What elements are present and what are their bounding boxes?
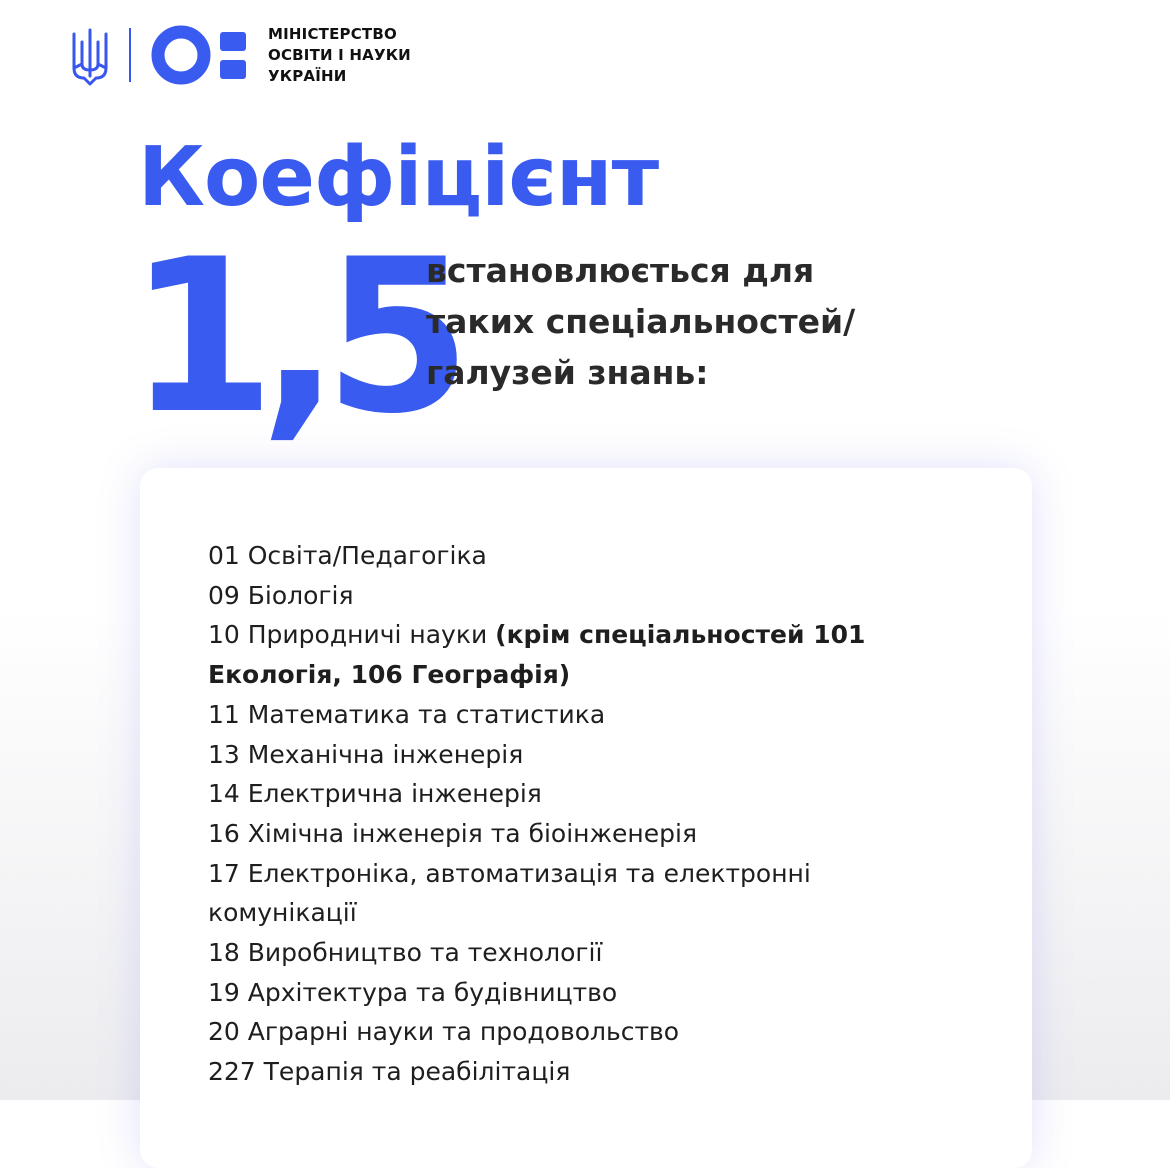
item-text: 13 Механічна інженерія — [208, 739, 524, 769]
item-text: 10 Природничі науки — [208, 620, 496, 650]
mon-logo-icon — [150, 24, 254, 86]
list-item — [208, 615, 865, 655]
list-item — [208, 1012, 865, 1052]
item-text: 16 Хімічна інженерія та біоінженерія — [208, 818, 698, 848]
list-item — [208, 973, 865, 1013]
headline-subtitle — [426, 245, 855, 398]
list-item — [208, 814, 865, 854]
specialties-card — [140, 468, 1032, 1168]
item-text: 01 Освіта/Педагогіка — [208, 541, 487, 570]
subtitle-line: таких спеціальностей/ — [426, 302, 856, 341]
subtitle-line: встановлюється для — [426, 251, 815, 290]
ministry-name-line: УКРАЇНИ — [268, 67, 347, 85]
list-item — [208, 536, 865, 576]
ministry-name-line: МІНІСТЕРСТВО — [268, 25, 397, 43]
item-text: 227 Терапія та реабілітація — [208, 1057, 571, 1087]
subtitle-line: галузей знань: — [426, 353, 709, 392]
list-item — [208, 854, 865, 894]
ministry-name-line: ОСВІТИ І НАУКИ — [268, 46, 411, 64]
item-emphasis: (крім спеціальностей 101 — [495, 620, 866, 650]
item-text: 19 Архітектура та будівництво — [208, 977, 618, 1007]
item-text: комунікації — [208, 898, 357, 928]
item-text: 20 Аграрні науки та продовольство — [208, 1017, 680, 1047]
logo-divider — [129, 28, 131, 82]
trident-icon — [68, 28, 112, 86]
ministry-name — [268, 24, 411, 87]
list-item — [208, 655, 865, 695]
item-text: 18 Виробництво та технології — [208, 938, 603, 968]
list-item — [208, 774, 865, 814]
specialties-list — [208, 536, 865, 1092]
list-item — [208, 576, 865, 616]
item-text: 09 Біологія — [208, 580, 354, 610]
list-item — [208, 893, 865, 933]
item-text: 11 Математика та статистика — [208, 699, 606, 729]
headline-title: Коефіцієнт — [138, 130, 659, 225]
item-text: 17 Електроніка, автоматизація та електронні — [208, 858, 811, 888]
list-item — [208, 933, 865, 973]
coefficient-number: 1,5 — [128, 213, 456, 460]
list-item — [208, 695, 865, 735]
item-text: 14 Електрична інженерія — [208, 779, 542, 809]
list-item — [208, 735, 865, 775]
list-item — [208, 1052, 865, 1092]
item-emphasis: Екологія, 106 Географія) — [208, 660, 571, 690]
